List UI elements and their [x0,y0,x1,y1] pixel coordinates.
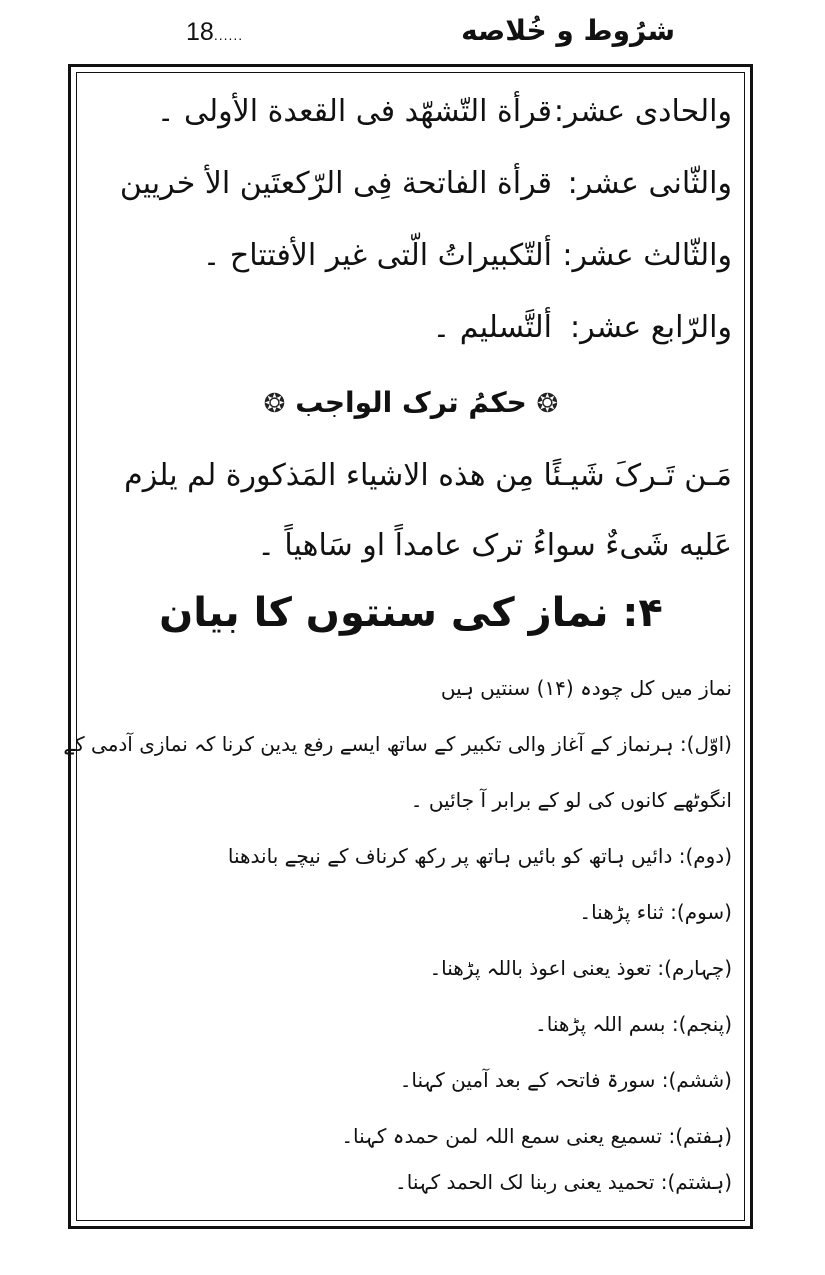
wajib-row-14 [90,310,732,345]
page-number-dots: ...... [213,27,244,43]
sunnah-item-7: (ہفتم): تسمیع یعنی سمع اللہ لمن حمدہ کہنا۔ [341,1124,732,1148]
sunnah-item-8: (ہشتم): تحمید یعنی ربنا لک الحمد کہنا۔ [395,1170,732,1194]
sunnah-item-3: (سوم): ثناء پڑھنا۔ [579,900,732,924]
ruling-heading [90,386,732,419]
wajib-text: ألتّکبیراتُ الّتی غیر الأفتتاح ۔ [202,238,552,273]
section-title: ۴: نماز کی سنتوں کا بیان [159,590,663,636]
wajib-text: قرأة الفاتحة فِی الرّکعتَین الأ خریین [119,166,552,201]
wajib-label: والرّابع عشر: [569,310,732,345]
ruling-line-1: مَـن تَـرکَ شَیـئًا مِن هذه الاشیاء المَذکورة لم یلزم [124,458,732,493]
sunnah-item-2: (دوم): دائیں ہاتھ کو بائیں ہاتھ پر رکھ کرناف کے نیچے باندھنا [227,844,732,868]
page-number-value: 18 [186,18,214,46]
section-intro: نماز میں کل چودہ (۱۴) سنتیں ہیں [440,676,732,700]
ruling-line-2: عَلیه شَیءٌ سواءُ ترک عامداً او سَاهیاً ۔ [257,528,732,563]
page-header [0,0,825,62]
wajib-label: والثّالث عشر: [562,238,732,273]
wajib-label: والثّانی عشر: [567,166,732,201]
page-content [63,80,732,1215]
running-title: شرُوط و خُلاصه [461,14,675,47]
wajib-row-12 [90,166,732,201]
page-number [186,18,243,47]
sunnah-item-5: (پنجم): بسم اللہ پڑھنا۔ [535,1012,732,1036]
sunnah-item-4: (چہارم): تعوذ یعنی اعوذ باللہ پڑھنا۔ [429,956,732,980]
ornament-icon: ❂ [536,389,559,419]
wajib-text: قرأة التّشهّد فی القعدة الأولی ۔ [156,94,552,129]
wajib-text: ألتَّسلیم ۔ [432,310,552,345]
wajib-row-11 [90,94,732,129]
sunnah-item-1-line-2: انگوٹھے کانوں کی لو کے برابر آ جائیں ۔ [410,788,732,812]
wajib-row-13 [90,238,732,273]
sunnah-item-6: (ششم): سورۃ فاتحہ کے بعد آمین کہنا۔ [399,1068,732,1092]
sunnah-item-1-line-1: (اوّل): ہرنماز کے آغاز والی تکبیر کے ساتھ ایسے رفع یدین کرنا کہ نمازی آدمی کے [63,732,732,756]
ruling-heading-text: حکمُ ترک الواجب [295,386,527,419]
wajib-label: والحادی عشر: [553,94,732,129]
ornament-icon: ❂ [263,389,286,419]
